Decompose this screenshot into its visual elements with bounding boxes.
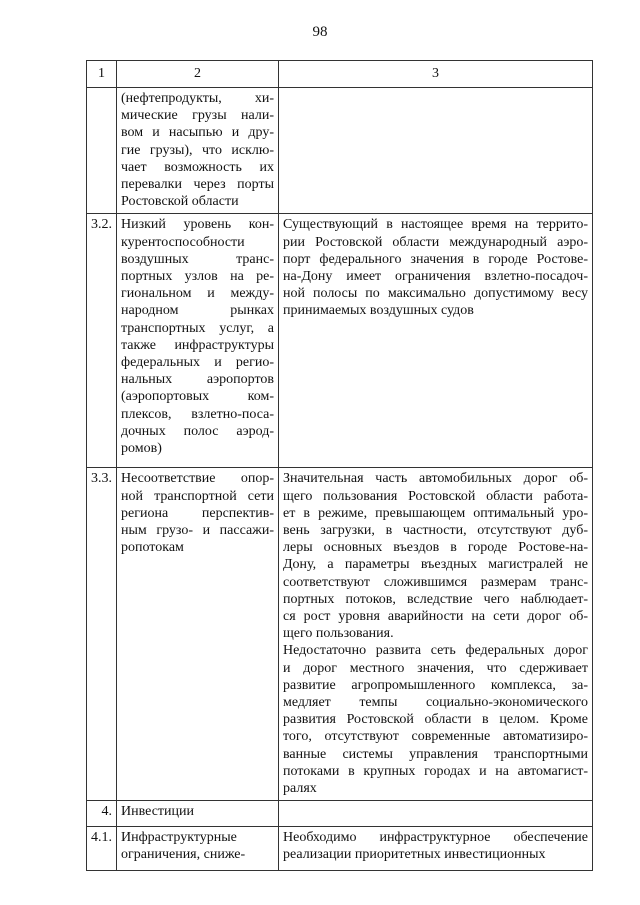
text-line: мические грузы нали- [121,108,274,124]
text-line: ся рост уровня аварийности на сети дорог об- [283,609,588,625]
text-line: реализации приоритетных инвестиционных [283,847,546,863]
row-problem-cell [117,801,279,827]
text-line: щего пользования. [283,626,394,642]
header-cell-2: 2 [117,61,279,88]
text-line: воздушных транс- [121,251,274,267]
row-number: 3.2. [87,214,117,468]
table-row [87,468,593,801]
text-line: транспортных услуг, а [121,320,274,336]
text-line: ной полосы по максимально допустимому весу [283,286,588,302]
page-number: 98 [312,24,328,40]
text-line: развития Ростовской области в целом. Кроме [283,712,588,728]
text-line: ропотокам [121,540,184,556]
text-line: (нефтепродукты, хи- [121,91,274,106]
text-line: чает возможность их [121,159,274,175]
row-description-cell [279,88,593,214]
text-line: вень загрузки, в частности, отсутствуют дуб- [283,523,588,539]
row-problem-cell [117,214,279,468]
table-row [87,214,593,468]
text-line: и дорог местного значения, что сдерживает [283,660,588,676]
text-line: Значительная часть автомобильных дорог об- [283,471,588,487]
text-line: перевалки через порты [121,177,274,193]
text-line: дочных полос аэрод- [121,423,274,439]
text-line: ным грузо- и пассажи- [121,523,274,539]
text-line: рии Ростовской области международный аэро- [283,234,588,250]
text-line: Инфраструктурные [121,830,237,846]
row-problem-cell [117,468,279,801]
text-line: вом и насыпью и дру- [121,125,274,141]
text-line: медляет темпы социально-экономического [283,695,588,711]
text-line: гие грузы), что исклю- [121,142,274,158]
table-row [87,88,593,214]
row-description-cell [279,827,593,871]
row-number: 4. [87,801,117,827]
text-line: портных узлов на ре- [121,269,274,285]
text-line: ванные системы управления транспортными [283,746,588,762]
text-line: соответствуют сложившимся размерам транс- [283,574,588,590]
text-line: Дону, а параметры въездных магистралей не [283,557,588,573]
text-line: принимаемых воздушных судов [283,303,474,319]
text-line: народном рынках [121,303,274,319]
header-cell-3: 3 [279,61,593,88]
text-line: того, отсутствуют современные автоматизиро- [283,729,588,745]
text-line: портных потоков, вследствие чего наблюдает- [283,591,588,607]
text-line: порт федерального значения в городе Ростове- [283,251,588,267]
table-header-row [87,61,593,88]
text-line: курентоспособности [121,234,245,250]
text-line: ной транспортной сети [121,488,274,504]
row-problem-cell [117,88,279,214]
text-line: ет в режиме, превышающем оптимальный уро- [283,505,588,521]
text-line: региона перспектив- [121,505,274,521]
row-description-cell [279,801,593,827]
document-table [86,60,593,871]
row-problem-cell [117,827,279,871]
text-line: нальных аэропортов [121,372,274,388]
text-line: ралях [283,781,317,797]
text-line: Низкий уровень кон- [121,217,274,233]
text-line: Несоответствие опор- [121,471,274,487]
text-line: Недостаточно развита сеть федеральных дорог [283,643,588,659]
text-line: развитие агропромышленного комплекса, за- [283,677,588,693]
header-cell-1: 1 [87,61,117,88]
text-line: федеральных и регио- [121,355,274,371]
text-line: гиональном и между- [121,286,274,302]
text-line: плексов, взлетно-поса- [121,406,274,422]
text-line: на-Дону имеет ограничения взлетно-посадоч- [283,269,588,285]
text-line: Необходимо инфраструктурное обеспечение [283,830,588,846]
row-number: 3.3. [87,468,117,801]
text-line: также инфраструктуры [121,337,274,353]
text-line: щего пользования Ростовской области работа- [283,488,588,504]
text-line: Инвестиции [121,804,194,820]
text-line: (аэропортовых ком- [121,389,274,405]
text-line: ограничения, сниже- [121,847,246,863]
text-line: Ростовской области [121,194,239,210]
row-description-cell [279,214,593,468]
table-row [87,801,593,827]
row-number [87,88,117,214]
table-row [87,827,593,871]
text-line: леры основных въездов в городе Ростове-на- [283,540,588,556]
text-line: ромов) [121,441,162,457]
text-line: потоками в крупных городах и на автомагист- [283,763,588,779]
row-description-cell [279,468,593,801]
row-number: 4.1. [87,827,117,871]
text-line: Существующий в настоящее время на террито- [283,217,588,233]
